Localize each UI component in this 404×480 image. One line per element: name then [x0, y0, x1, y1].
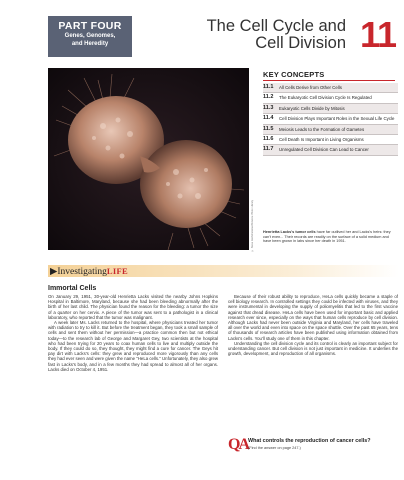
key-concept-text: Cell Death Is Important in Living Organisms — [279, 137, 364, 143]
key-concept-number: 11.7 — [263, 146, 274, 153]
qa-question: What controls the reproduction of cancer cells? — [248, 438, 371, 444]
part-subtitle-line2: and Heredity — [71, 40, 109, 47]
key-concept-number: 11.2 — [263, 94, 274, 101]
key-concept-item — [263, 93, 398, 103]
key-concept-number: 11.6 — [263, 136, 274, 143]
part-box — [48, 16, 132, 57]
body-paragraph: On January 29, 1951, 30-year-old Henrietta Lacks visited the nearby Johns Hopkins Hospital in Baltimore, Maryland, because she had been bleeding abnormally after the birth of her last child. The physician found the reason for the bleeding: a tumor the size of a quarter on her cervix. A piece of the tumor was sent to a pathologist in a clinical laboratory, who reported that the tumor was malignant. — [48, 294, 218, 320]
key-concept-text: Meiosis Leads to the Formation of Gametes — [279, 126, 365, 132]
key-concept-text: Unregulated Cell Division Can Lead to Cancer — [279, 147, 369, 153]
caption-bold: Henrietta Lacks's tumor cells — [263, 230, 316, 234]
key-concept-item — [263, 114, 398, 124]
photo-credit: © Steve Gschmeissner/Science Photo Library — [251, 200, 254, 252]
investigating-prefix: Investigating — [57, 267, 107, 277]
key-concept-number: 11.1 — [263, 84, 274, 90]
body-column-right — [228, 294, 398, 356]
chapter-title-line2: Cell Division — [255, 34, 346, 52]
body-paragraph: A week later Ms. Lacks returned to the hospital, where physicians treated her tumor with radiation to try to kill it. But before the treatment began, they took a small sample of cells and sent them without her permission—a practice common then but not ethical today—to the research lab of George and Margaret Gey, two scientists at the hospital who had been trying for 20 years to coax human cells to live and multiply outside the body. If they could do so, they thought, they might find a cure for cancer. The Geys hit pay dirt with Lacks's cells: they grew and reproduced more vigorously than any cells they had ever seen and were given the name "HeLa cells." Unfortunately, they also grew fast in Lacks's body, and in a few months they had spread to almost all of her organs. Lacks died on October 4, 1951. — [48, 320, 218, 372]
key-concept-number: 11.3 — [263, 104, 274, 111]
section-title: Immortal Cells — [48, 285, 97, 292]
chapter-title-line1: The Cell Cycle and — [206, 17, 346, 35]
part-subtitle — [48, 33, 132, 48]
key-concept-item — [263, 83, 398, 93]
key-concepts-heading: KEY CONCEPTS — [263, 70, 325, 79]
key-concept-item — [263, 145, 398, 155]
qa-logo-icon: QA — [228, 436, 248, 453]
investigating-life-label — [50, 265, 128, 278]
daughter-cell-right — [140, 140, 232, 228]
chapter-number: 11 — [359, 14, 396, 55]
caption-rest: have far outlived her and Lacks's heirs: they can't even... Their records are readily on the surface of a solid medium and have been grown in labs since her death in 1951. — [263, 230, 391, 244]
qa-box — [228, 436, 398, 456]
dividing-cell-image — [48, 68, 249, 250]
body-paragraph: Because of their robust ability to reproduce, HeLa cells quickly became a staple of cell biology research. In controlled settings they could be infected with viruses, and they were instrumental in developing the supply of poliomyelitis that led to the first vaccine against that dread disease. HeLa cells have been used for important basic and applied research ever since, especially on the ways that human cells reproduce by cell division. Although Lacks had never been outside Virginia and Maryland, her cells have traveled all over the world and even into space on the space shuttle. Over the past 65 years, tens of thousands of research articles have been published using information obtained from Lacks's cells. You'll study one of them in this chapter. — [228, 294, 398, 341]
part-subtitle-line1: Genes, Genomes, — [64, 33, 116, 39]
play-arrow-icon: ▶ — [50, 267, 58, 277]
qa-answer-note: (Find the answer on page 247.) — [248, 446, 301, 450]
key-concept-item — [263, 125, 398, 135]
body-paragraph: Understanding the cell division cycle and its control is clearly an important subject for understanding cancer. But cell division is not just important in medicine. It underlies the growth, development, and reproduction of all organisms. — [228, 340, 398, 357]
investigating-suffix: LIFE — [106, 266, 128, 276]
key-concept-text: The Eukaryotic Cell Division Cycle Is Regulated — [279, 95, 372, 101]
key-concept-text: All Cells Derive from Other Cells — [279, 85, 342, 90]
key-concepts-rule — [263, 80, 395, 81]
chapter-title — [166, 18, 346, 52]
key-concept-item — [263, 104, 398, 114]
key-concept-text: Cell Division Plays Important Roles in the Sexual Life Cycle — [279, 116, 395, 122]
body-column-left — [48, 294, 218, 372]
key-concepts-list — [263, 83, 398, 156]
key-concept-text: Eukaryotic Cells Divide by Mitosis — [279, 105, 345, 111]
cell-illustration — [48, 68, 249, 250]
image-caption — [263, 230, 395, 244]
key-concept-number: 11.4 — [263, 115, 274, 122]
key-concept-item — [263, 135, 398, 145]
key-concept-number: 11.5 — [263, 125, 274, 132]
part-title: PART FOUR — [58, 20, 122, 32]
